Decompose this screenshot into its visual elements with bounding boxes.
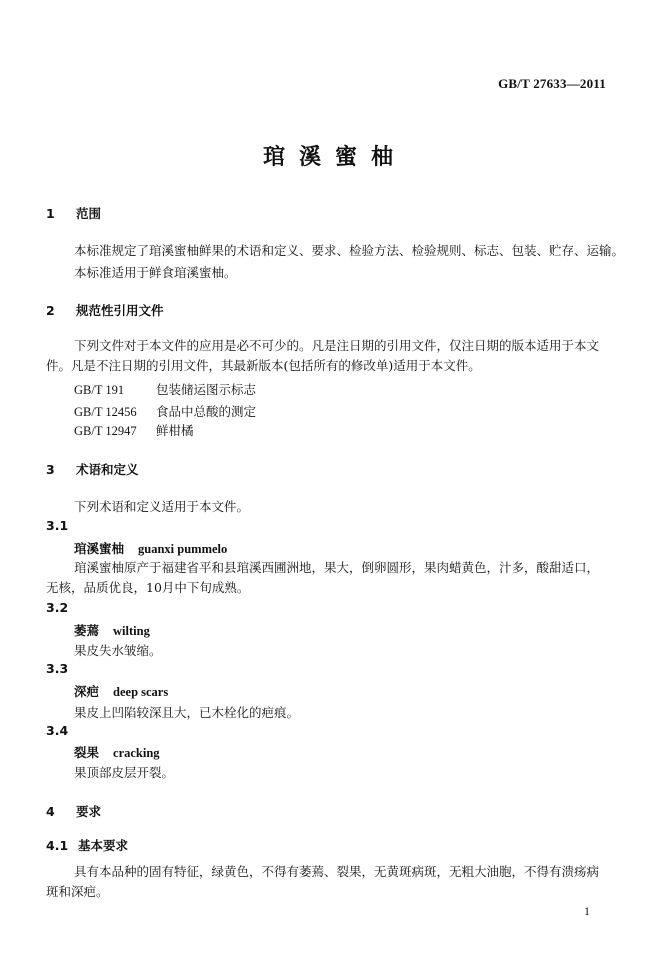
subsection-title: 基本要求 [78,838,129,853]
section-title: 规范性引用文件 [76,303,164,318]
section-1-paragraph-2: 本标准适用于鲜食琯溪蜜柚。 [74,265,237,280]
reference-item [74,421,194,439]
section-number: 2 [46,303,55,318]
term-heading [74,743,160,761]
section-number: 1 [46,206,55,221]
reference-code: GB/T 12947 [74,424,137,438]
term-chinese: 萎蔫 [74,623,100,638]
reference-code: GB/T 191 [74,383,125,397]
section-title: 范围 [76,206,102,221]
reference-code: GB/T 12456 [74,405,137,419]
term-heading [74,682,168,700]
term-definition: 果皮上凹陷较深且大，已木栓化的疤痕。 [74,705,300,720]
section-3-heading [46,460,139,478]
section-title: 术语和定义 [76,462,139,477]
section-1-paragraph-1: 本标准规定了琯溪蜜柚鲜果的术语和定义、要求、检验方法、检验规则、标志、包装、贮存、运输。 [74,243,625,258]
page-number: 1 [584,904,590,918]
section-2-paragraph-1: 下列文件对于本文件的应用是必不可少的。凡是注日期的引用文件，仅注日期的版本适用于本文件。凡是不注日期的引用文件，其最新版本(包括所有的修改单)适用于本文件。 [46,338,600,373]
term-chinese: 裂果 [74,745,100,760]
section-title: 要求 [76,804,102,819]
reference-item [74,402,256,420]
term-english: wilting [113,624,150,638]
term-chinese: 深疤 [74,684,100,699]
term-english: deep scars [113,685,169,699]
reference-item [74,380,256,398]
term-number: 3.2 [46,600,69,615]
term-number: 3.3 [46,661,69,676]
document-title: 琯溪蜜柚 [262,145,407,170]
reference-name: 包装储运图示标志 [156,382,257,397]
section-1-heading [46,204,101,222]
section-number: 3 [46,462,55,477]
section-number: 4 [46,804,55,819]
term-english: cracking [113,746,160,760]
term-definition: 琯溪蜜柚原产于福建省平和县琯溪西圃洲地，果大，倒卵圆形，果肉蜡黄色，汁多，酸甜适口，无核，品质优良，10月中下旬成熟。 [46,560,600,595]
term-number: 3.4 [46,723,69,738]
reference-name: 食品中总酸的测定 [156,404,257,419]
subsection-number: 4.1 [46,838,69,853]
term-definition: 果顶部皮层开裂。 [74,765,175,780]
term-english: guanxi pummelo [138,542,228,556]
standard-number: GB/T 27633—2011 [498,76,606,91]
section-3-paragraph-1: 下列术语和定义适用于本文件。 [74,499,250,514]
section-2-heading [46,301,164,319]
term-number: 3.1 [46,518,69,533]
term-chinese: 琯溪蜜柚 [74,541,125,556]
section-4-heading [46,802,101,820]
reference-name: 鲜柑橘 [156,423,194,438]
term-definition: 果皮失水皱缩。 [74,643,162,658]
term-heading [74,621,150,639]
term-heading [74,539,227,557]
subsection-4-1-paragraph: 具有本品种的固有特征，绿黄色，不得有萎蔫、裂果，无黄斑病斑，无粗大油胞，不得有溃疡病斑和深疤。 [46,864,600,899]
subsection-4-1-heading [46,836,128,854]
